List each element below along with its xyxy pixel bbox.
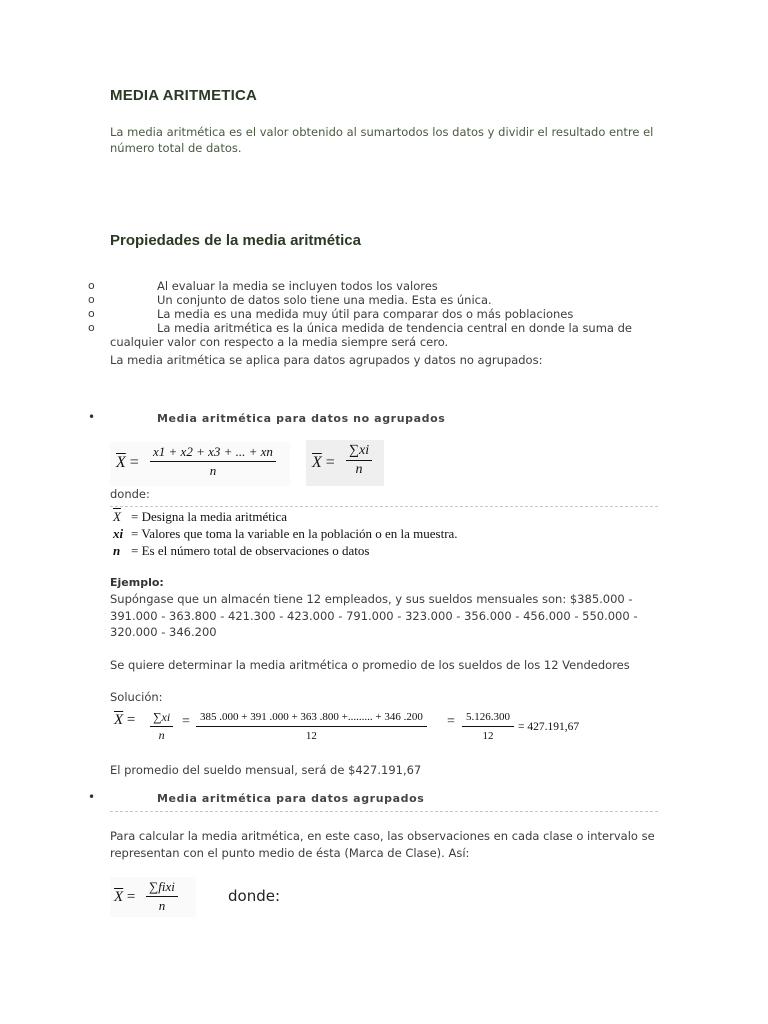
section2-text: Para calcular la media aritmética, en este caso, las observaciones en cada clase o intervalo se representan con el punto medio de ésta (Marca de Clase). Así: [110, 829, 655, 860]
properties-heading: Propiedades de la media aritmética [110, 232, 361, 249]
xbar-symbol-2: $\overline{X}$ [312, 454, 322, 471]
section-bullet-1: • [88, 410, 96, 424]
solution-result: = 427.191,67 [518, 721, 580, 733]
property-item-1: Al evaluar la media se incluyen todos los valores [157, 279, 438, 293]
solution-sum-fraction: $\frac{\sum xi}{n}$ [150, 710, 173, 743]
divider-2 [110, 811, 658, 812]
property-item-4: La media aritmética es la única medida de tendencia central en donde la suma de cualquier valor con respecto a la media siempre será cero. [110, 321, 633, 349]
solution-equals-2: = [447, 714, 455, 729]
grouped-denominator: n [158, 898, 166, 913]
property-item-3: La media es una medida muy útil para comparar dos o más poblaciones [157, 307, 574, 321]
divider-1 [110, 506, 658, 507]
question-text: Se quiere determinar la media aritmética o promedio de los sueldos de los 12 Vendedores [110, 658, 630, 672]
donde-label-1: donde: [110, 487, 150, 501]
xbar-symbol: $\overline{X}$ [116, 454, 126, 471]
formula1-denominator: n [209, 463, 217, 478]
property-item-2: Un conjunto de datos solo tiene una media. Esta es única. [157, 293, 492, 307]
solution-xbar: $\overline{X}$ = [114, 712, 136, 728]
conclusion-text: El promedio del sueldo mensual, será de $427.191,67 [110, 763, 422, 777]
section-bullet-2: • [88, 790, 96, 804]
section2-heading: Media aritmética para datos agrupados [157, 792, 425, 805]
list-bullet-1: o [88, 279, 95, 292]
equals-sign-2: = [325, 454, 335, 471]
donde-label-2: donde: [228, 887, 281, 905]
solution-equals-1: = [182, 714, 190, 729]
section1-heading: Media aritmética para datos no agrupados [157, 412, 446, 425]
formula-sum-mean [306, 440, 384, 486]
formula2-denominator: n [355, 462, 363, 477]
formula1-numerator: x1 + x2 + x3 + ... + xn [150, 444, 276, 462]
formula2-numerator: ∑xi [346, 443, 372, 461]
page-title: MEDIA ARITMETICA [110, 87, 258, 104]
formula-grouped-mean: $\overline{X}$ = ∑fixi n [110, 877, 196, 917]
example-label: Ejemplo: [110, 576, 164, 589]
legend-item-mean: $\overline{X}$ = Designa la media aritmética [113, 509, 288, 524]
formula-simple-mean [110, 442, 290, 486]
list-bullet-4: o [88, 321, 95, 334]
intro-paragraph: La media aritmética es el valor obtenido al sumartodos los datos y dividir el resultado entre el número total de datos. [110, 125, 654, 155]
legend-item-count: n = Es el número total de observaciones o datos [113, 543, 370, 558]
equals-sign: = [129, 454, 139, 471]
list-bullet-3: o [88, 307, 95, 320]
legend-item-values: xi = Valores que toma la variable en la población o en la muestra. [113, 526, 458, 541]
solution-long-fraction: $\frac{385 .000 + 391 .000 + 363 .800 +......... + 346 .200}{12}$ [196, 711, 427, 742]
applies-text: La media aritmética se aplica para datos agrupados y datos no agrupados: [110, 353, 543, 367]
solution-label: Solución: [110, 690, 163, 704]
grouped-numerator: ∑fixi [146, 879, 178, 897]
example-text: Supóngase que un almacén tiene 12 empleados, y sus sueldos mensuales son: $385.000 - 391.000 - 363.800 - 421.300 - 423.000 - 791.000 - 323.000 - 356.000 - 456.000 - 550.000 - 320.000 - 346.200 [110, 592, 638, 639]
list-bullet-2: o [88, 293, 95, 306]
legend-list [113, 508, 458, 559]
solution-total-fraction: $\frac{5.126.300}{12}$ [462, 711, 514, 742]
